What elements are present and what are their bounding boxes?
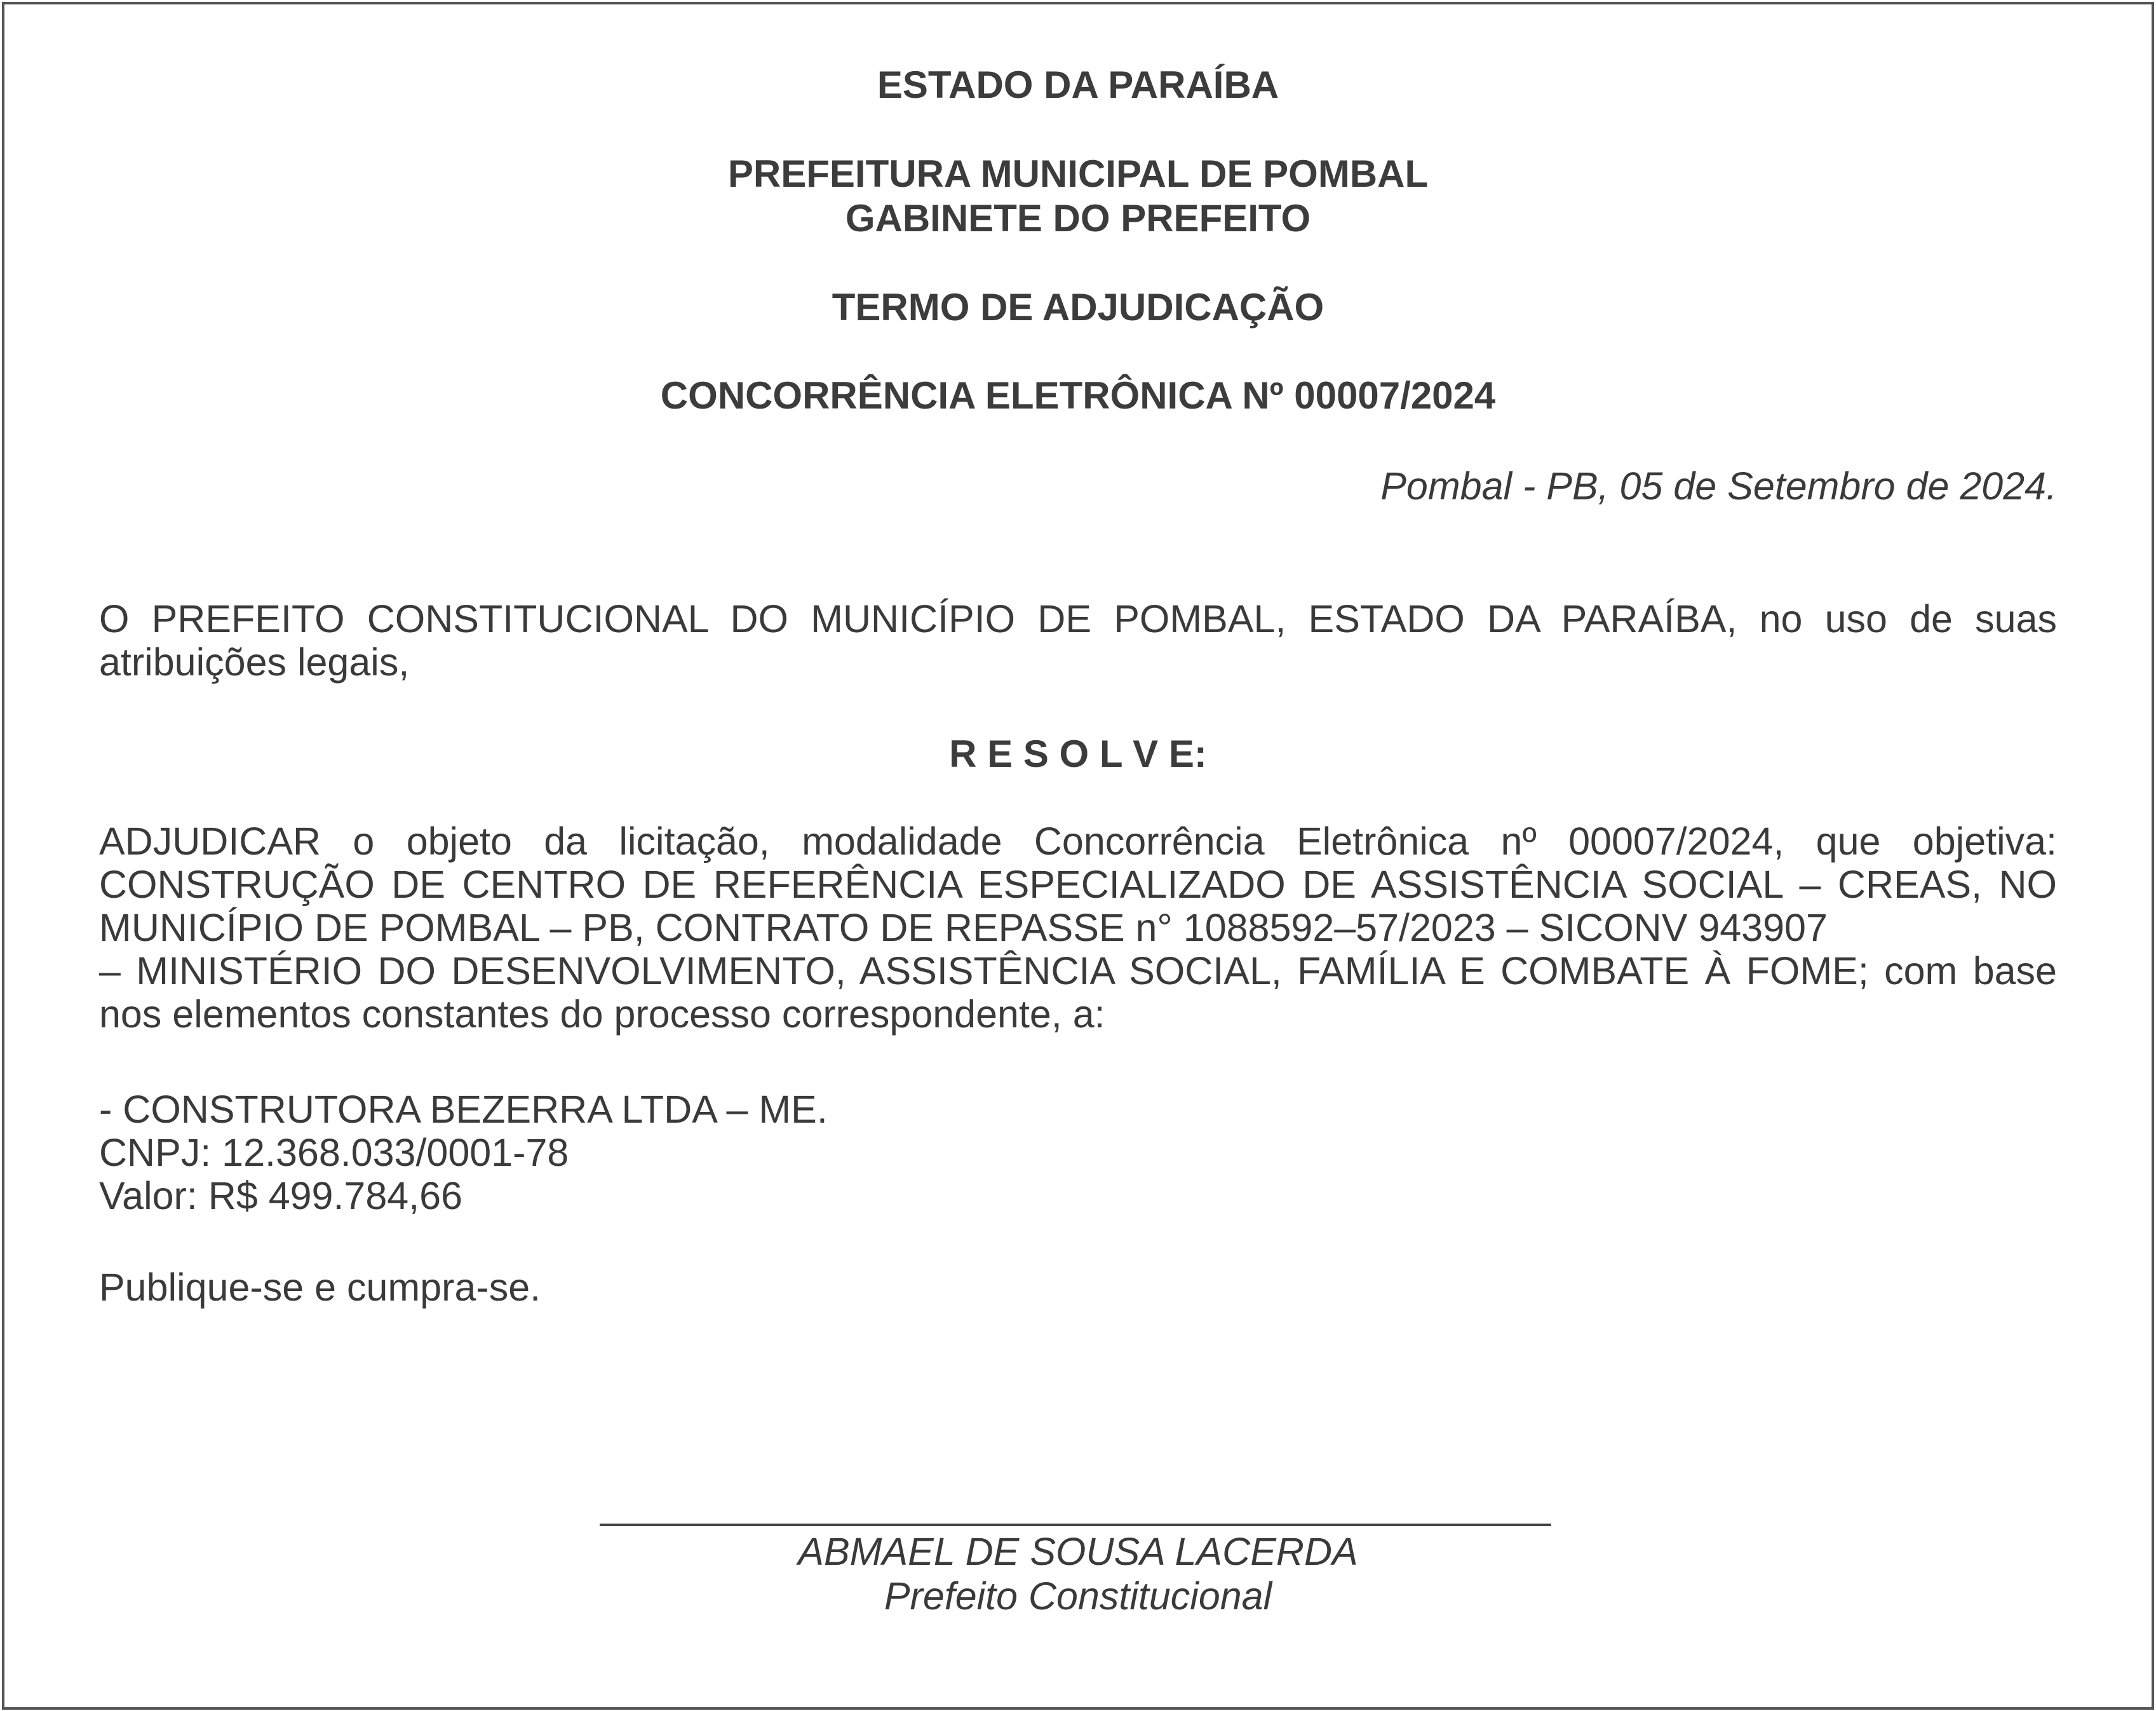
winner-company: - CONSTRUTORA BEZERRA LTDA – ME. (99, 1088, 828, 1131)
adjudication-line-3: MUNICÍPIO DE POMBAL – PB, CONTRATO DE REPASSE n° 1088592–57/2023 – SICONV 943907 (99, 906, 1828, 949)
adjudication-paragraph (99, 820, 2057, 1036)
signature-line (600, 1524, 1551, 1526)
adjudication-line-4: – MINISTÉRIO DO DESENVOLVIMENTO, ASSISTÊNCIA SOCIAL, FAMÍLIA E COMBATE À FOME; com base (99, 949, 2057, 992)
adjudication-line-5: nos elementos constantes do processo correspondente, a: (99, 992, 1105, 1036)
signatory-role: Prefeito Constitucional (884, 1574, 1272, 1618)
adjudication-line-2: CONSTRUÇÃO DE CENTRO DE REFERÊNCIA ESPECIALIZADO DE ASSISTÊNCIA SOCIAL – CREAS, NO (99, 863, 2057, 906)
winner-block (99, 1088, 2057, 1217)
procurement-heading: CONCORRÊNCIA ELETRÔNICA Nº 00007/2024 (660, 374, 1496, 417)
preamble-paragraph (99, 597, 2057, 684)
office-heading: GABINETE DO PREFEITO (845, 197, 1311, 240)
resolve-heading: R E S O L V E: (949, 733, 1207, 775)
date-line: Pombal - PB, 05 de Setembro de 2024. (1380, 464, 2057, 508)
document-title: TERMO DE ADJUDICAÇÃO (832, 286, 1324, 328)
signatory-name: ABMAEL DE SOUSA LACERDA (798, 1530, 1358, 1573)
winner-value: Valor: R$ 499.784,66 (99, 1174, 462, 1217)
prefecture-heading: PREFEITURA MUNICIPAL DE POMBAL (727, 152, 1429, 195)
preamble-line-2: atribuições legais, (99, 640, 410, 684)
preamble-line-1: O PREFEITO CONSTITUCIONAL DO MUNICÍPIO DE POMBAL, ESTADO DA PARAÍBA, no uso de suas (99, 597, 2057, 640)
closing-text: Publique-se e cumpra-se. (99, 1266, 541, 1309)
winner-cnpj: CNPJ: 12.368.033/0001-78 (99, 1131, 569, 1174)
state-heading: ESTADO DA PARAÍBA (877, 64, 1279, 106)
adjudication-line-1: ADJUDICAR o objeto da licitação, modalidade Concorrência Eletrônica nº 00007/2024, que objetiva: (99, 820, 2057, 863)
